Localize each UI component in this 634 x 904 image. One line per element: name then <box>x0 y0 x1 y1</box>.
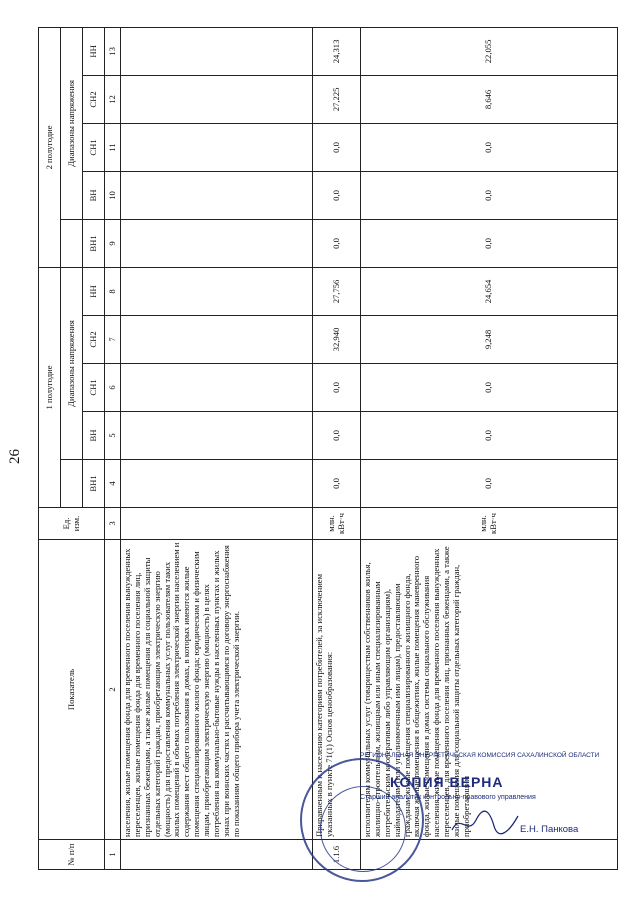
col-number: 11 <box>105 123 121 171</box>
col-number: 3 <box>105 508 121 540</box>
value-cell: 9,248 <box>361 316 618 364</box>
value-cell: 0,0 <box>313 219 361 267</box>
document-table-wrapper <box>38 30 618 870</box>
col-number: 13 <box>105 27 121 75</box>
empty-cell <box>61 460 83 508</box>
value-cell: 0,0 <box>361 219 618 267</box>
header-unit: Ед. изм. <box>39 508 105 540</box>
value-cell: 0,0 <box>313 412 361 460</box>
col-number: 12 <box>105 75 121 123</box>
col-sn1-h2: СН1 <box>83 123 105 171</box>
value-cell <box>121 460 313 508</box>
value-cell: 22,055 <box>361 27 618 75</box>
row-unit: млн. кВт·ч <box>313 508 361 540</box>
col-number: 5 <box>105 412 121 460</box>
row-text: исполнителям коммунальных услуг (товариществам собственников жилья, жилищно-строительным, жилищным или иным специализированным потребительским кооперативам либо управляющим организациям), наймодателям (или уполномоченным ими лицам), предоставляющим гражданам жилые помещения специализированного жилищного фонда, включая жилые помещения в общежитиях, жилые помещения маневренного фонда, жилые помещения в домах системы социального обслуживания населения, жилые помещения фонда для временного поселения вынужденных переселенцев, для временного поселения лиц, признанных беженцами, а также жилые помещения для социальной защиты отдельных категорий граждан, приобретающим <box>361 540 618 840</box>
col-number: 8 <box>105 267 121 315</box>
stamp-copy-label: КОПИЯ ВЕРНА <box>390 774 504 790</box>
header-indicator: Показатель <box>39 540 105 840</box>
header-ranges-h1: Диапазоны напряжения <box>61 267 83 459</box>
col-vn1-h1: ВН1 <box>83 460 105 508</box>
col-vn-h2: ВН <box>83 171 105 219</box>
value-cell <box>121 75 313 123</box>
value-cell: 27,756 <box>313 267 361 315</box>
header-half1: 1 полугодие <box>39 267 61 507</box>
value-cell: 0,0 <box>313 171 361 219</box>
value-cell <box>121 412 313 460</box>
col-number: 1 <box>105 840 121 870</box>
value-cell: 0,0 <box>313 123 361 171</box>
value-cell: 0,0 <box>361 123 618 171</box>
empty-cell <box>61 219 83 267</box>
value-cell <box>121 219 313 267</box>
value-cell <box>121 267 313 315</box>
value-cell: 24,654 <box>361 267 618 315</box>
page-number: 26 <box>7 449 23 464</box>
value-cell <box>121 123 313 171</box>
row-num: 1.1.6 <box>313 840 361 870</box>
row-text: Приравненным к населению категориям потребителей, за исключением указанных в пункте 71(1) Основ ценообразования: <box>313 540 361 840</box>
col-number: 4 <box>105 460 121 508</box>
col-sn2-h1: СН2 <box>83 316 105 364</box>
header-ranges-h2: Диапазоны напряжения <box>61 27 83 219</box>
header-half2: 2 полугодие <box>39 27 61 267</box>
value-cell <box>121 171 313 219</box>
value-cell: 0,0 <box>313 364 361 412</box>
value-cell <box>121 364 313 412</box>
value-cell: 8,646 <box>361 75 618 123</box>
tariff-table <box>38 27 618 870</box>
stamp-signer: Е.Н. Панкова <box>520 824 579 835</box>
row-num <box>361 840 618 870</box>
header-num: № п/п <box>39 840 105 870</box>
value-cell <box>121 27 313 75</box>
value-cell: 0,0 <box>361 460 618 508</box>
stamp-organization: РЕГИОНАЛЬНАЯ ЭНЕРГЕТИЧЕСКАЯ КОМИССИЯ САХАЛИНСКОЙ ОБЛАСТИ <box>360 752 600 759</box>
col-number: 7 <box>105 316 121 364</box>
value-cell: 0,0 <box>313 460 361 508</box>
value-cell: 0,0 <box>361 364 618 412</box>
col-vn-h1: ВН <box>83 412 105 460</box>
col-sn2-h2: СН2 <box>83 75 105 123</box>
row-num <box>121 840 313 870</box>
col-number: 9 <box>105 219 121 267</box>
col-number: 2 <box>105 540 121 840</box>
value-cell: 0,0 <box>361 171 618 219</box>
value-cell: 24,313 <box>313 27 361 75</box>
col-nn-h1: НН <box>83 267 105 315</box>
value-cell: 32,940 <box>313 316 361 364</box>
col-number: 10 <box>105 171 121 219</box>
row-text: населения, жилые помещения фонда для временного поселения вынужденных переселенцев, жилые помещения фонда для временного поселения лиц, признанных беженцами, а также жилые помещения для социальной защиты отдельных категорий граждан, приобретающим электрическую энергию (мощность) для предоставления коммунальных услуг пользователям таких жилых помещений в объемах потребления электрической энергии населением и содержания мест общего пользования в домах, в которых имеются жилые помещения специализированного жилого фонда; юридическим и физическим лицам, приобретающим электрическую энергию (мощность) в целях потребления на коммунально-бытовые нужды в населенных пунктах и жилых зонах при воинских частях и рассчитывающимся по договору энергоснабжения по показаниям общего прибора учета электрической энергии. <box>121 540 313 840</box>
row-unit: млн. кВт·ч <box>361 508 618 540</box>
value-cell: 27,225 <box>313 75 361 123</box>
col-nn-h2: НН <box>83 27 105 75</box>
col-number: 6 <box>105 364 121 412</box>
col-sn1-h1: СН1 <box>83 364 105 412</box>
value-cell <box>121 316 313 364</box>
stamp-position: Старший аналитик контрольно-правового управления <box>360 794 536 801</box>
row-unit <box>121 508 313 540</box>
col-vn1-h2: ВН1 <box>83 219 105 267</box>
value-cell: 0,0 <box>361 412 618 460</box>
